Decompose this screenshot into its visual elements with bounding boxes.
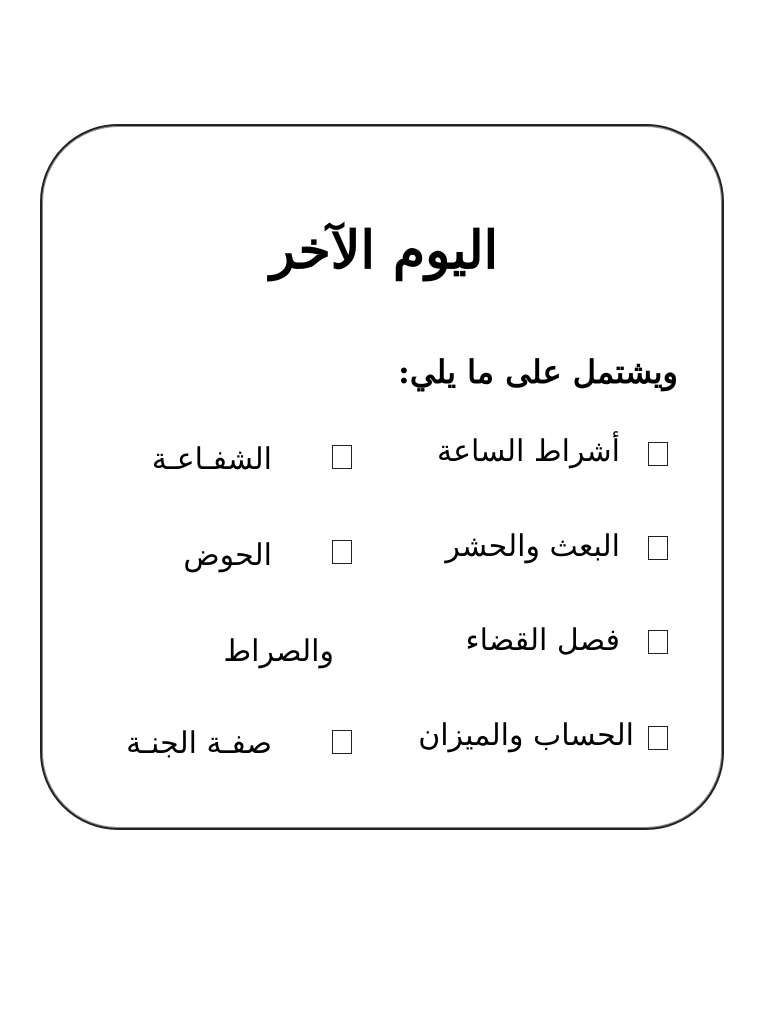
list-item-right-1: أشراط الساعة	[436, 434, 620, 469]
checkbox-left-4[interactable]	[332, 730, 352, 754]
checkbox-right-4[interactable]	[648, 726, 668, 750]
list-item-right-2: البعث والحشر	[445, 529, 620, 564]
page-title: اليوم الآخر	[269, 220, 499, 281]
checkbox-right-1[interactable]	[648, 442, 668, 466]
checkbox-right-3[interactable]	[648, 630, 668, 654]
list-item-left-4: صفـة الجنـة	[126, 726, 272, 761]
checkbox-right-2[interactable]	[648, 536, 668, 560]
list-item-left-2: الحوض	[183, 538, 272, 573]
list-item-left-3: والصراط	[223, 634, 334, 669]
checkbox-left-2[interactable]	[332, 540, 352, 564]
checkbox-left-1[interactable]	[332, 445, 352, 469]
intro-text: ويشتمل على ما يلي:	[398, 353, 678, 391]
list-item-left-1: الشفـاعـة	[151, 442, 272, 477]
list-item-right-4: الحساب والميزان	[418, 718, 634, 753]
list-item-right-3: فصل القضاء	[465, 623, 620, 658]
